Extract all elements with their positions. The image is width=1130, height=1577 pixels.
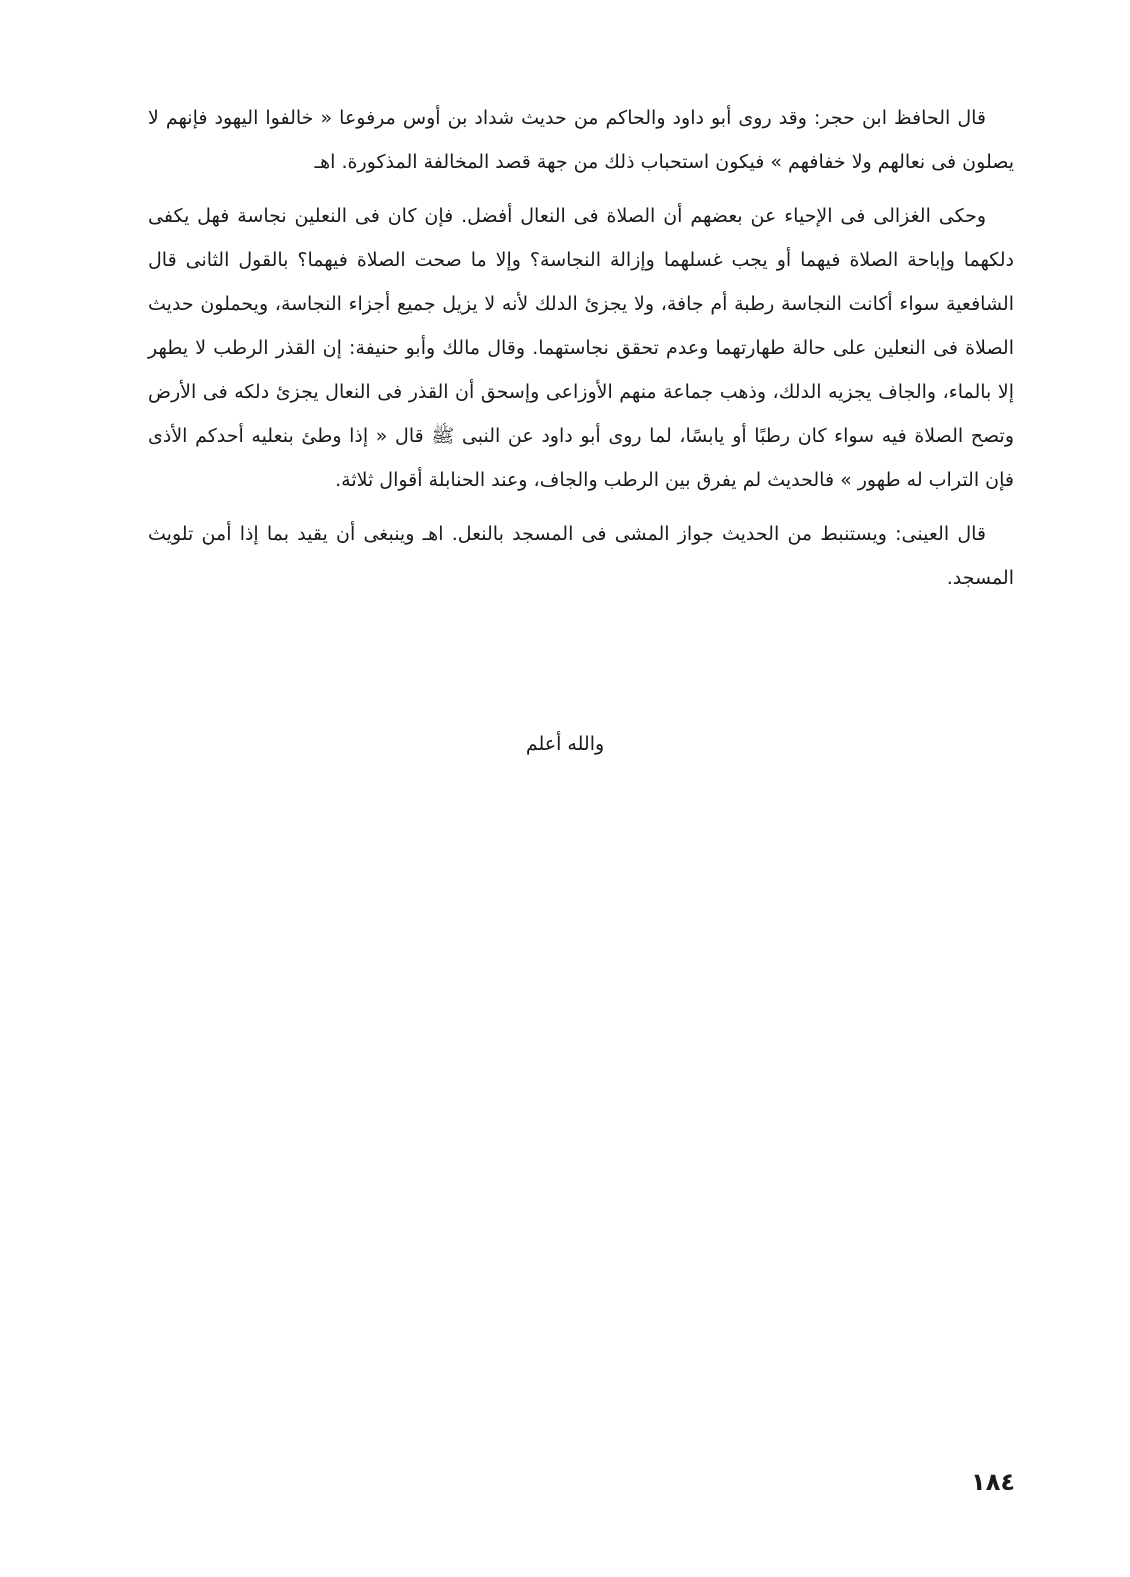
page-number: ١٨٤ (971, 1468, 1015, 1496)
body-text (148, 96, 1014, 610)
paragraph-ayni: قال العينى: ويستنبط من الحديث جواز المشى فى المسجد بالنعل. اهـ وينبغى أن يقيد بما إذا أمن تلويث المسجد. (148, 523, 1014, 589)
paragraph-ibn-hajar: قال الحافظ ابن حجر: وقد روى أبو داود والحاكم من حديث شداد بن أوس مرفوعا « خالفوا اليهود فإنهم لا يصلون فى نعالهم ولا خفافهم » فيكون استحباب ذلك من جهة قصد المخالفة المذكورة. اهـ (148, 107, 1014, 173)
paragraph-ghazali: وحكى الغزالى فى الإحياء عن بعضهم أن الصلاة فى النعال أفضل. فإن كان فى النعلين نجاسة فهل يكفى دلكهما وإباحة الصلاة فيهما أو يجب غسلهما وإزالة النجاسة؟ وإلا ما صحت الصلاة فيهما؟ بالقول الثانى قال الشافعية سواء أكانت النجاسة رطبة أم جافة، ولا يجزئ الدلك لأنه لا يزيل جميع أجزاء النجاسة، ويحملون حديث الصلاة فى النعلين على حالة طهارتهما وعدم تحقق نجاستهما. وقال مالك وأبو حنيفة: إن القذر الرطب لا يطهر إلا بالماء، والجاف يجزيه الدلك، وذهب جماعة منهم الأوزاعى وإسحق أن القذر فى النعال يجزئ دلكه فى الأرض وتصح الصلاة فيه سواء كان رطبًا أو يابسًا، لما روى أبو داود عن النبى ﷺ قال « إذا وطئ بنعليه أحدكم الأذى فإن التراب له طهور » فالحديث لم يفرق بين الرطب والجاف، وعند الحنابلة أقوال ثلاثة. (148, 205, 1014, 491)
closing-phrase: والله أعلم (525, 733, 605, 755)
